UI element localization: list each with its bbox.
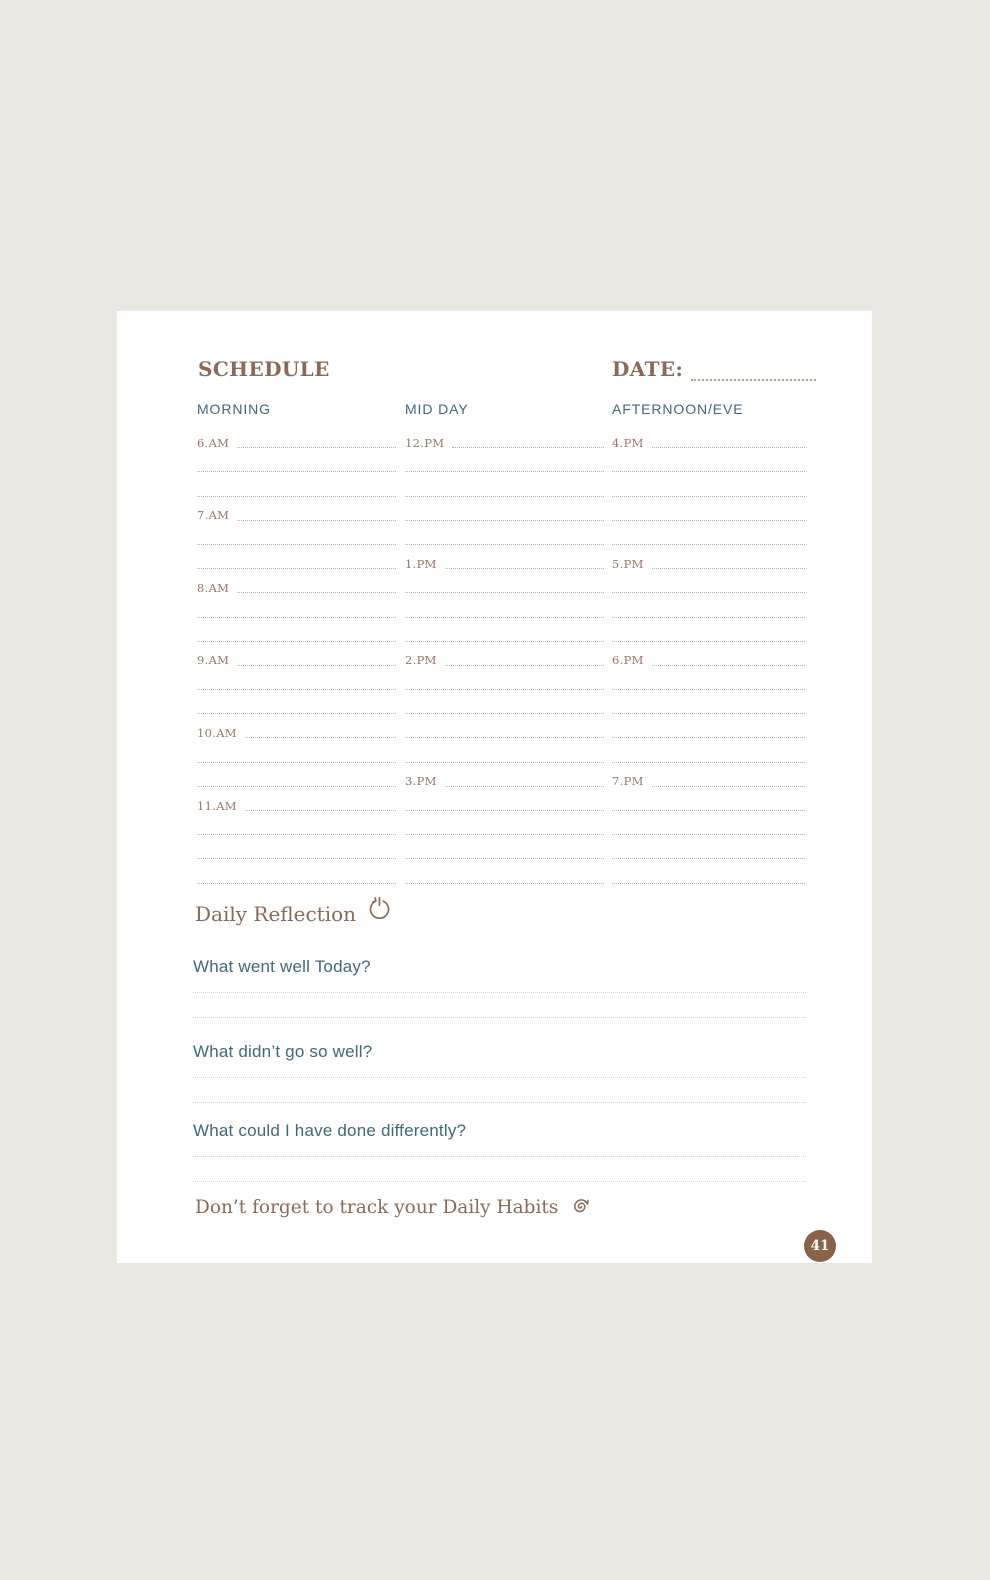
schedule-slot [612,472,805,496]
column-header: MORNING [197,401,271,417]
writing-line[interactable] [197,858,396,883]
writing-line[interactable] [612,665,805,690]
writing-line[interactable] [612,810,805,835]
schedule-slot [612,593,805,617]
schedule-slot [612,690,805,714]
schedule-slot [405,859,604,883]
schedule-slot [612,424,805,448]
schedule-slot [405,666,604,690]
schedule-slot [612,859,805,883]
writing-line[interactable] [197,762,396,787]
writing-line[interactable] [405,689,604,714]
schedule-slot [405,787,604,811]
time-label: 7.AM [197,508,230,523]
page-number-badge: 41 [804,1230,836,1262]
writing-line[interactable] [612,689,805,714]
time-label: 6.AM [197,435,230,450]
time-label: 10.AM [197,725,237,740]
schedule-slot [612,811,805,835]
column-slots [197,424,396,884]
writing-line[interactable] [245,786,396,811]
schedule-column-mid-day [405,400,604,884]
schedule-slot [405,497,604,521]
writing-line[interactable] [237,641,396,666]
schedule-slot [197,835,396,859]
schedule-slot [197,472,396,496]
schedule-slot [612,835,805,859]
column-slots [612,424,805,884]
habits-note-text: Don’t forget to track your Daily Habits [195,1197,559,1218]
schedule-slot [197,714,396,738]
writing-line[interactable] [612,592,805,617]
schedule-slot [405,763,604,787]
schedule-slot [612,497,805,521]
schedule-slot [197,666,396,690]
reflection-question-block [193,957,806,1023]
schedule-slot [405,593,604,617]
writing-line[interactable] [197,834,396,859]
schedule-slot [612,763,805,787]
schedule-title: SCHEDULE [198,357,330,381]
writing-line[interactable] [612,496,805,521]
schedule-slot [197,642,396,666]
schedule-slot [405,690,604,714]
schedule-slot [197,521,396,545]
reflection-question: What went well Today? [193,957,371,976]
writing-line[interactable] [197,520,396,545]
writing-line[interactable] [405,665,604,690]
time-label: 6.PM [612,653,644,668]
time-label: 11.AM [197,798,237,813]
time-label: 9.AM [197,653,230,668]
writing-line[interactable] [612,447,805,472]
schedule-slot [612,714,805,738]
schedule-slot [197,448,396,472]
writing-line[interactable] [193,992,806,993]
writing-line[interactable] [405,737,604,762]
schedule-slot [612,448,805,472]
schedule-slot [405,714,604,738]
writing-line[interactable] [405,447,604,472]
schedule-slot [405,472,604,496]
schedule-slot [197,618,396,642]
writing-line[interactable] [197,544,396,569]
time-label: 3.PM [405,774,437,789]
writing-line[interactable] [197,737,396,762]
writing-line[interactable] [197,689,396,714]
writing-line[interactable] [452,423,604,448]
schedule-slot [405,521,604,545]
schedule-slot [197,811,396,835]
writing-line[interactable] [405,617,604,642]
writing-line[interactable] [197,471,396,496]
writing-line[interactable] [405,713,604,738]
schedule-slot [405,618,604,642]
reflection-question: What could I have done differently? [193,1121,467,1140]
schedule-slot [405,738,604,762]
writing-line[interactable] [445,544,604,569]
writing-line[interactable] [612,713,805,738]
schedule-slot [612,569,805,593]
writing-line[interactable] [405,471,604,496]
reflection-question: What didn’t go so well? [193,1042,373,1061]
time-label: 4.PM [612,435,644,450]
writing-line[interactable] [197,617,396,642]
schedule-slot [197,859,396,883]
time-label: 8.AM [197,580,230,595]
schedule-slot [405,642,604,666]
writing-line[interactable] [612,617,805,642]
writing-line[interactable] [612,737,805,762]
writing-line[interactable] [237,568,396,593]
schedule-slot [405,835,604,859]
writing-line[interactable] [612,834,805,859]
writing-line[interactable] [405,810,604,835]
time-label: 7.PM [612,774,644,789]
schedule-slot [197,497,396,521]
column-slots [405,424,604,884]
date-input-line[interactable] [691,361,816,381]
writing-line[interactable] [612,520,805,545]
daily-reflection-header [195,902,393,926]
writing-line[interactable] [405,496,604,521]
column-header: AFTERNOON/EVE [612,401,744,417]
time-label: 2.PM [405,653,437,668]
reflection-question-block [193,1042,806,1108]
schedule-slot [197,738,396,762]
schedule-slot [405,545,604,569]
writing-line[interactable] [405,858,604,883]
writing-line[interactable] [193,1017,806,1018]
schedule-slot [405,448,604,472]
schedule-slot [197,593,396,617]
restart-icon [366,895,393,922]
date-field [612,357,816,381]
writing-line[interactable] [652,544,805,569]
schedule-slot [612,642,805,666]
schedule-slot [197,787,396,811]
writing-line[interactable] [193,1102,806,1103]
schedule-slot [612,738,805,762]
schedule-slot [197,424,396,448]
writing-line[interactable] [445,762,604,787]
writing-line[interactable] [405,592,604,617]
writing-line[interactable] [612,568,805,593]
column-header: MID DAY [405,401,469,417]
writing-line[interactable] [245,713,396,738]
date-label: DATE: [612,357,684,381]
schedule-slot [405,569,604,593]
schedule-slot [405,811,604,835]
writing-line[interactable] [652,762,805,787]
schedule-slot [612,618,805,642]
schedule-slot [612,666,805,690]
schedule-slot [612,545,805,569]
writing-line[interactable] [612,471,805,496]
reflection-question-block [193,1121,806,1187]
schedule-slot [197,690,396,714]
writing-line[interactable] [405,834,604,859]
daily-reflection-title: Daily Reflection [195,902,357,926]
writing-line[interactable] [193,1181,806,1182]
schedule-slot [197,545,396,569]
writing-line[interactable] [193,1156,806,1157]
writing-line[interactable] [612,786,805,811]
schedule-column-morning [197,400,396,884]
writing-line[interactable] [193,1077,806,1078]
writing-line[interactable] [237,496,396,521]
schedule-slot [197,763,396,787]
writing-line[interactable] [197,592,396,617]
time-label: 12.PM [405,435,445,450]
writing-line[interactable] [197,810,396,835]
planner-page [117,311,872,1263]
writing-line[interactable] [197,665,396,690]
spiral-icon [567,1193,593,1219]
time-label: 5.PM [612,556,644,571]
time-label: 1.PM [405,556,437,571]
writing-line[interactable] [405,568,604,593]
schedule-column-afternoon-eve [612,400,805,884]
writing-line[interactable] [405,786,604,811]
writing-line[interactable] [445,641,604,666]
schedule-slot [405,424,604,448]
habits-note [195,1197,593,1219]
schedule-slot [197,569,396,593]
schedule-slot [612,787,805,811]
writing-line[interactable] [405,520,604,545]
writing-line[interactable] [612,858,805,883]
writing-line[interactable] [652,423,805,448]
schedule-slot [612,521,805,545]
writing-line[interactable] [237,423,396,448]
writing-line[interactable] [652,641,805,666]
writing-line[interactable] [197,447,396,472]
